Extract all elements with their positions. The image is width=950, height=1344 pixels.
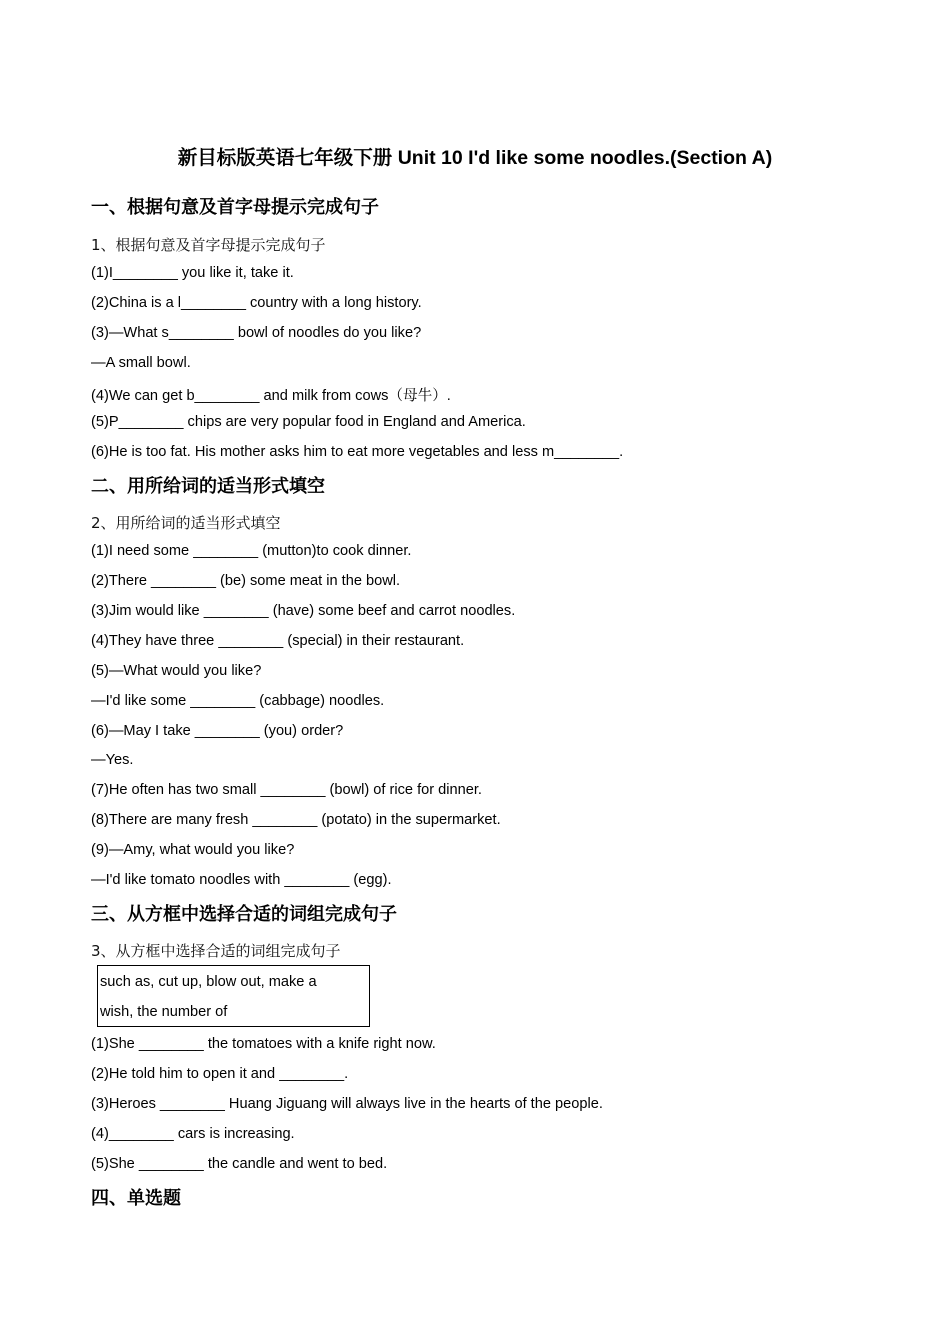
question-line: (8)There are many fresh ________ (potato) in the supermarket. [91,812,501,828]
section-1-heading: 一、根据句意及首字母提示完成句子 [91,197,379,217]
document-title: 新目标版英语七年级下册 Unit 10 I'd like some noodles.(Section A) [177,147,773,169]
section-2-instruction: 2、用所给词的适当形式填空 [91,514,281,532]
question-line: (2)China is a l________ country with a long history. [91,295,422,311]
word-box-line: such as, cut up, blow out, make a [100,974,317,990]
question-line: (5)P________ chips are very popular food in England and America. [91,414,526,430]
question-line: (1)I need some ________ (mutton)to cook dinner. [91,543,412,559]
question-line: —A small bowl. [91,355,191,371]
question-line: (2)There ________ (be) some meat in the bowl. [91,573,401,589]
question-line: (6)He is too fat. His mother asks him to eat more vegetables and less m________. [91,444,624,460]
question-line: (4)________ cars is increasing. [91,1126,295,1142]
question-line: (1)She ________ the tomatoes with a knife right now. [91,1036,436,1052]
question-line: (2)He told him to open it and ________. [91,1066,349,1082]
question-line: (7)He often has two small ________ (bowl) of rice for dinner. [91,782,482,798]
question-line: (5)She ________ the candle and went to bed. [91,1156,388,1172]
question-line: (4)We can get b________ and milk from cows（母牛）. [91,388,451,404]
question-line: (1)I________ you like it, take it. [91,265,294,281]
question-line: (3)—What s________ bowl of noodles do you like? [91,325,422,341]
section-2-heading: 二、用所给词的适当形式填空 [91,476,325,496]
question-line: —Yes. [91,752,134,768]
question-line: (3)Jim would like ________ (have) some beef and carrot noodles. [91,603,516,619]
section-1-instruction: 1、根据句意及首字母提示完成句子 [91,236,326,254]
question-line: (4)They have three ________ (special) in their restaurant. [91,633,465,649]
section-4-heading: 四、单选题 [91,1188,181,1208]
question-line: —I'd like some ________ (cabbage) noodles. [91,693,385,709]
question-line: —I'd like tomato noodles with ________ (egg). [91,872,392,888]
question-line: (5)—What would you like? [91,663,262,679]
question-line: (9)—Amy, what would you like? [91,842,295,858]
word-box-line: wish, the number of [100,1004,228,1020]
question-line: (6)—May I take ________ (you) order? [91,723,344,739]
section-3-heading: 三、从方框中选择合适的词组完成句子 [91,904,397,924]
question-line: (3)Heroes ________ Huang Jiguang will always live in the hearts of the people. [91,1096,603,1112]
section-3-instruction: 3、从方框中选择合适的词组完成句子 [91,942,341,960]
word-box [97,965,370,1027]
